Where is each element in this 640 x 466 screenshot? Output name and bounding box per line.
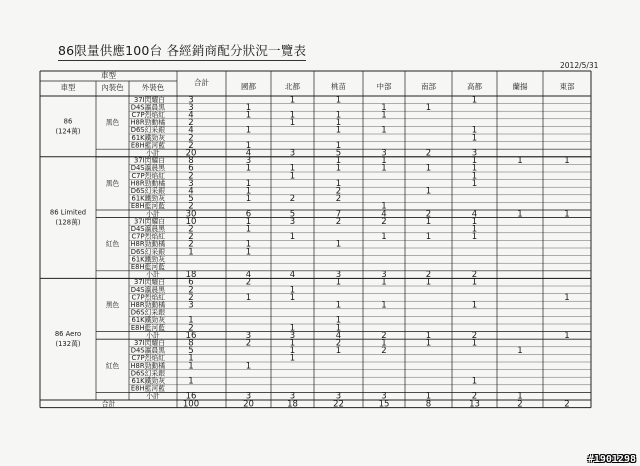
exterior-color-label: C7P烈焰紅 (131, 111, 165, 119)
cell-value: 1 (471, 171, 478, 182)
exterior-color-label: C7P烈焰紅 (131, 171, 165, 180)
cell-value: 2 (335, 186, 342, 197)
cell-value: 2 (188, 140, 194, 151)
cell-value: 1 (245, 239, 252, 250)
subtotal-value: 3 (335, 391, 342, 402)
exterior-color-label: E8H藍河藍 (130, 263, 165, 271)
cell-value: 1 (381, 277, 387, 288)
cell-value: 1 (381, 338, 387, 349)
exterior-color-label: C7P烈焰紅 (131, 354, 165, 363)
cell-value: 1 (289, 163, 296, 174)
exterior-color-label: D4S瀛晨黑 (130, 346, 165, 355)
cell-value: 1 (245, 216, 252, 227)
exterior-color-label: 37I閃耀白 (133, 339, 165, 347)
cell-value: 1 (245, 140, 252, 151)
cell-value: 3 (188, 300, 194, 311)
exterior-color-label: C7P烈焰紅 (131, 232, 165, 241)
cell-value: 1 (289, 292, 296, 303)
subtotal-label: 小計 (146, 270, 160, 279)
grand-total-value: 2 (564, 399, 570, 410)
header-dealer: 南部 (421, 82, 436, 91)
cell-value: 2 (381, 216, 387, 227)
cell-value: 1 (471, 277, 478, 288)
cell-value: 4 (188, 110, 194, 121)
exterior-color-label: H8R勁動橘 (130, 240, 165, 249)
watermark: #1901298 (587, 454, 636, 465)
cell-value: 1 (471, 178, 478, 189)
subtotal-value: 3 (245, 330, 252, 341)
interior-color-label: 黑色 (105, 301, 120, 309)
subtotal-value: 1 (425, 391, 432, 402)
subtotal-label: 小計 (146, 331, 160, 340)
cell-value: 1 (245, 125, 252, 136)
cell-value: 1 (471, 156, 478, 167)
cell-value: 2 (188, 285, 194, 296)
subtotal-value: 18 (185, 270, 197, 281)
exterior-color-label: 37I閃耀白 (133, 95, 165, 104)
cell-value: 2 (245, 338, 252, 349)
header-dealer: 中部 (376, 82, 392, 91)
cell-value: 2 (188, 133, 194, 144)
model-price: (128萬) (55, 218, 81, 227)
exterior-color-label: 61K鐵勁灰 (131, 194, 165, 203)
exterior-color-label: 61K鐵勁灰 (131, 316, 165, 325)
cell-value: 1 (245, 178, 252, 189)
cell-value: 1 (471, 125, 478, 136)
subtotal-value: 4 (471, 209, 478, 220)
model-name: 86 Aero (54, 330, 82, 339)
cell-value: 1 (335, 140, 342, 151)
cell-value: 6 (188, 163, 194, 174)
subtotal-value: 16 (185, 391, 197, 402)
subtotal-label: 小計 (146, 149, 160, 157)
model-name: 86 (63, 117, 73, 126)
grand-total-value: 15 (378, 399, 390, 410)
cell-value: 3 (188, 95, 194, 106)
cell-value: 1 (471, 300, 478, 311)
exterior-color-label: D6S幻采銀 (130, 187, 165, 195)
subtotal-value: 2 (381, 330, 387, 341)
subtotal-value: 1 (564, 330, 570, 341)
cell-value: 1 (335, 125, 342, 136)
grand-total-value: 2 (517, 399, 523, 410)
cell-value: 3 (188, 178, 194, 189)
cell-value: 1 (289, 171, 296, 182)
subtotal-value: 2 (471, 270, 478, 281)
cell-value: 1 (381, 232, 387, 243)
interior-color-label: 黑色 (105, 179, 120, 188)
cell-value: 1 (289, 118, 296, 129)
cell-value: 1 (471, 216, 478, 227)
cell-value: 1 (188, 247, 194, 258)
cell-value: 3 (289, 216, 296, 227)
subtotal-value: 3 (381, 391, 387, 402)
exterior-color-label: D4S瀛晨黑 (130, 164, 165, 173)
cell-value: 1 (289, 338, 296, 349)
subtotal-value: 2 (471, 391, 478, 402)
exterior-color-label: E8H藍河藍 (130, 202, 165, 211)
cell-value: 2 (245, 277, 252, 288)
cell-value: 2 (335, 338, 342, 349)
cell-value: 1 (289, 95, 296, 106)
exterior-color-label: 37I閃耀白 (133, 217, 165, 226)
subtotal-label: 小計 (146, 392, 160, 401)
subtotal-value: 30 (185, 209, 197, 220)
subtotal-value: 4 (381, 209, 387, 220)
header-interior: 內裝色 (101, 83, 124, 92)
cell-value: 1 (471, 376, 478, 387)
subtotal-value: 4 (289, 270, 296, 281)
cell-value: 1 (335, 315, 342, 326)
cell-value: 1 (564, 292, 570, 303)
cell-value: 1 (381, 110, 387, 121)
cell-value: 1 (289, 346, 296, 357)
cell-value: 1 (188, 353, 194, 364)
grand-total-value: 20 (243, 399, 254, 410)
cell-value: 1 (471, 163, 478, 174)
header-exterior: 外裝色 (141, 83, 165, 92)
cell-value: 1 (425, 232, 432, 243)
exterior-color-label: E8H藍河藍 (130, 323, 165, 332)
cell-value: 1 (245, 186, 252, 197)
cell-value: 1 (335, 156, 342, 167)
cell-value: 1 (425, 163, 432, 174)
cell-value: 1 (188, 376, 194, 387)
cell-value: 5 (188, 194, 194, 205)
cell-value: 2 (188, 171, 194, 182)
subtotal-value: 2 (425, 270, 432, 281)
cell-value: 2 (335, 216, 342, 227)
exterior-color-label: 61K鐵勁灰 (131, 133, 165, 142)
cell-value: 1 (564, 156, 570, 167)
cell-value: 1 (471, 224, 478, 235)
subtotal-value: 1 (517, 391, 523, 402)
interior-color-label: 黑色 (105, 118, 120, 127)
cell-value: 1 (425, 216, 432, 227)
cell-value: 2 (188, 118, 194, 129)
subtotal-value: 3 (381, 148, 387, 159)
cell-value: 1 (471, 133, 478, 144)
subtotal-value: 7 (335, 209, 342, 220)
cell-value: 2 (188, 239, 194, 250)
subtotal-value: 2 (471, 330, 478, 341)
header-dealer: 東部 (559, 82, 575, 91)
cell-value: 1 (335, 323, 342, 334)
header-dealer: 桃苗 (331, 82, 346, 91)
exterior-color-label: 61K鐵勁灰 (131, 377, 165, 385)
cell-value: 1 (335, 110, 342, 121)
cell-value: 1 (425, 102, 432, 113)
exterior-color-label: H8R勁動橘 (130, 361, 165, 370)
header-dealer: 北都 (285, 82, 300, 91)
cell-value: 1 (245, 110, 252, 121)
cell-value: 2 (188, 232, 194, 243)
cell-value: 10 (185, 216, 197, 227)
subtotal-value: 4 (245, 148, 252, 159)
interior-color-label: 紅色 (105, 240, 120, 249)
subtotal-value: 4 (245, 270, 252, 281)
exterior-color-label: H8R勁動橘 (130, 301, 165, 309)
cell-value: 1 (471, 232, 478, 243)
header-model: 車型 (60, 83, 76, 92)
cell-value: 1 (245, 102, 252, 113)
cell-value: 1 (381, 156, 387, 167)
cell-value: 2 (188, 323, 194, 334)
cell-value: 1 (289, 232, 296, 243)
cell-value: 1 (289, 285, 296, 296)
cell-value: 1 (245, 247, 252, 258)
cell-value: 1 (381, 201, 387, 212)
cell-value: 1 (289, 110, 296, 121)
subtotal-value: 2 (425, 209, 432, 220)
subtotal-value: 4 (335, 330, 342, 341)
subtotal-value: 1 (517, 209, 523, 220)
subtotal-value: 3 (335, 270, 342, 281)
subtotal-value: 3 (289, 330, 296, 341)
cell-value: 1 (245, 361, 252, 372)
grand-total-value: 22 (333, 399, 344, 410)
grand-total-label: 合計 (101, 399, 116, 408)
exterior-color-label: D6S幻采銀 (130, 369, 165, 378)
grand-total-value: 100 (182, 399, 200, 410)
exterior-color-label: C7P烈焰紅 (131, 293, 165, 302)
cell-value: 1 (335, 118, 342, 129)
exterior-color-label: D4S瀛晨黑 (130, 285, 165, 294)
cell-value: 1 (245, 292, 252, 303)
page-title: 86限量供應100台 各經銷商配分狀況一覽表 (58, 41, 306, 61)
cell-value: 1 (335, 163, 342, 174)
subtotal-value: 3 (381, 270, 387, 281)
exterior-color-label: 37I閃耀白 (133, 278, 165, 287)
cell-value: 8 (188, 156, 194, 167)
grand-total-value: 18 (287, 399, 298, 410)
cell-value: 1 (335, 300, 342, 311)
subtotal-value: 3 (289, 391, 296, 402)
cell-value: 1 (335, 95, 342, 106)
cell-value: 1 (471, 95, 478, 106)
cell-value: 4 (188, 186, 194, 197)
report-date: 2012/5/31 (560, 61, 599, 70)
exterior-color-label: H8R勁動橘 (130, 179, 165, 188)
subtotal-value: 2 (425, 148, 432, 159)
cell-value: 1 (425, 186, 432, 197)
cell-value: 6 (188, 277, 194, 288)
cell-value: 1 (335, 239, 342, 250)
subtotal-value: 16 (185, 330, 197, 341)
header-dealer: 國都 (241, 82, 256, 91)
cell-value: 2 (381, 346, 387, 357)
cell-value: 1 (245, 194, 252, 205)
model-price: (132萬) (55, 340, 81, 349)
cell-value: 1 (381, 300, 387, 311)
subtotal-value: 20 (185, 148, 197, 159)
cell-value: 1 (335, 346, 342, 357)
subtotal-value: 3 (289, 148, 296, 159)
exterior-color-label: 61K鐵勁灰 (131, 255, 165, 264)
cell-value: 1 (381, 125, 387, 136)
cell-value: 2 (188, 292, 194, 303)
cell-value: 1 (335, 178, 342, 189)
cell-value: 1 (289, 323, 296, 334)
cell-value: 1 (517, 346, 523, 357)
subtotal-value: 3 (245, 391, 252, 402)
exterior-color-label: 37I閃耀白 (133, 156, 165, 165)
exterior-color-label: E8H藍河藍 (130, 384, 165, 393)
cell-value: 2 (289, 194, 296, 205)
subtotal-label: 小計 (146, 209, 160, 218)
cell-value: 1 (245, 163, 252, 174)
cell-value: 1 (188, 361, 194, 372)
grand-total-value: 13 (469, 399, 480, 410)
exterior-color-label: D6S幻采銀 (130, 308, 165, 317)
cell-value: 3 (188, 102, 194, 113)
cell-value: 1 (289, 353, 296, 364)
cell-value: 2 (188, 224, 194, 235)
exterior-color-label: H8R勁動橘 (130, 118, 165, 127)
subtotal-value: 1 (564, 209, 570, 220)
subtotal-value: 6 (245, 209, 252, 220)
header-car-group: 車型 (101, 71, 116, 80)
subtotal-value: 5 (289, 209, 296, 220)
cell-value: 2 (335, 194, 342, 205)
header-total: 合計 (194, 78, 209, 87)
exterior-color-label: E8H藍河藍 (130, 141, 165, 150)
cell-value: 3 (245, 156, 252, 167)
cell-value: 1 (471, 338, 478, 349)
header-dealer: 蘭揚 (512, 82, 528, 91)
cell-value: 5 (188, 346, 194, 357)
cell-value: 1 (425, 338, 432, 349)
grand-total-value: 8 (425, 399, 432, 410)
cell-value: 2 (188, 201, 194, 212)
model-price: (124萬) (55, 127, 81, 136)
subtotal-value: 1 (425, 330, 432, 341)
model-name: 86 Limited (49, 208, 87, 217)
exterior-color-label: D6S幻采銀 (130, 247, 165, 256)
cell-value: 8 (188, 338, 194, 349)
cell-value: 1 (335, 277, 342, 288)
cell-value: 1 (245, 224, 252, 235)
cell-value: 1 (381, 102, 387, 113)
cell-value: 4 (188, 125, 194, 136)
exterior-color-label: D4S瀛晨黑 (130, 225, 165, 233)
exterior-color-label: D4S瀛晨黑 (130, 103, 165, 112)
interior-color-label: 紅色 (105, 361, 120, 370)
header-dealer: 高都 (467, 82, 482, 91)
cell-value: 1 (381, 163, 387, 174)
subtotal-value: 5 (335, 148, 342, 159)
cell-value: 1 (517, 156, 523, 167)
subtotal-value: 3 (471, 148, 478, 159)
cell-value: 1 (188, 315, 194, 326)
exterior-color-label: D6S幻采銀 (130, 126, 165, 135)
cell-value: 1 (425, 277, 432, 288)
